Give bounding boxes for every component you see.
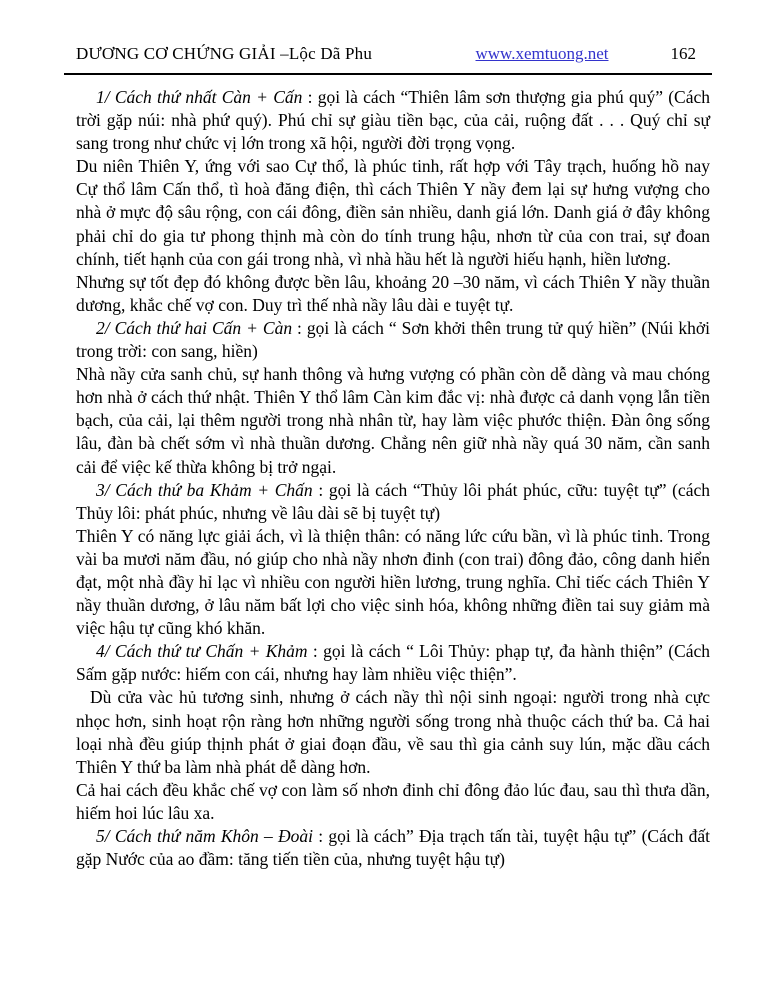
page-header xyxy=(76,44,710,64)
document-title: DƯƠNG CƠ CHỨNG GIẢI –Lộc Dã Phu xyxy=(76,44,373,63)
section-heading-lead: 3/ Cách thứ ba Khảm + Chấn xyxy=(96,479,313,500)
paragraph-section-1 xyxy=(76,86,710,155)
paragraph xyxy=(76,271,710,317)
paragraph-text: Dù cửa vàc hủ tương sinh, nhưng ở cách nầy thì nội sinh ngoại: người trong nhà cực nhọc hơn, sinh hoạt rộn ràng hơn những người sống trong nhà thuộc cách thứ ba. Cả hai loại nhà đều giúp thịnh phát ở giai đoạn đầu, về sau thì gia cảnh suy lún, mặc dầu cách Thiên Y thứ ba làm nhà phát dễ dàng hơn. xyxy=(76,687,710,777)
page-number: 162 xyxy=(670,44,696,63)
paragraph-text: : gọi là cách “ Lôi Thủy: phạp tự, đa hành thiện” (Cách Sấm gặp nước: hiếm con cái, nhưng hay làm nhiều việc thiện”. xyxy=(76,641,710,685)
paragraph-text: : gọi là cách “Thủy lôi phát phúc, cữu: tuyệt tự” (cách Thủy lôi: phát phúc, nhưng về lâu dài sẽ bị tuyệt tự) xyxy=(76,479,710,523)
paragraph-text: : gọi là cách “ Sơn khởi thên trung tử quý hiền” (Núi khởi trong trời: con sang, hiền) xyxy=(76,317,710,362)
paragraph-section-5 xyxy=(76,825,710,871)
paragraph-section-2 xyxy=(76,317,710,363)
paragraph xyxy=(76,155,710,270)
header-rule xyxy=(64,73,712,75)
website-link[interactable]: www.xemtuong.net xyxy=(475,44,609,63)
paragraph xyxy=(76,686,710,778)
paragraph-text: : gọi là cách” Địa trạch tấn tài, tuyệt hậu tự” (Cách đất gặp Nước của ao đầm: tăng tiến tiền của, nhưng tuyệt hậu tự) xyxy=(76,826,710,870)
paragraph xyxy=(76,363,710,478)
paragraph-text: Nhà nầy cửa sanh chủ, sự hanh thông và hưng vượng có phần còn dễ dàng và mau chóng hơn nhà ở cách thứ nhật. Thiên Y thổ lâm Càn kim đắc vị: nhà được cả danh vọng lẫn tiền bạch, của cải, lại thêm người trong nhà nhân từ, hay làm việc phước thiện. Đàn ông sống lâu, đàn bà chết sớm vì nhà thuần dương. Chẳng nên giữ nhà nầy quá 30 năm, cần sanh cải để việc kế thừa không bị trở ngại. xyxy=(76,364,710,477)
paragraph-section-3 xyxy=(76,479,710,525)
paragraph-text: : gọi là cách “Thiên lâm sơn thượng gia phú quý” (Cách trời gặp núi: nhà phứ quý). Phú chỉ sự giàu tiền bạc, của cải, ruộng đất . . . Quý chỉ sự sang trong như chức vị lớn trong xã hội, người đời trọng vọng. xyxy=(76,87,710,154)
paragraph-text: Nhưng sự tốt đẹp đó không được bền lâu, khoảng 20 –30 năm, vì cách Thiên Y nầy thuần dương, khắc chế vợ con. Duy trì thế nhà nầy lâu dài e tuyệt tự. xyxy=(76,271,710,315)
paragraph-text: Cả hai cách đều khắc chế vợ con làm số nhơn đinh chỉ đông đảo lúc đau, sau thì thưa dần, hiếm hoi lúc lâu xa. xyxy=(76,779,710,823)
paragraph xyxy=(76,525,710,640)
paragraph-text: Du niên Thiên Y, ứng với sao Cự thổ, là phúc tinh, rất hợp với Tây trạch, huống hồ nay Cự thổ lâm Cấn thổ, tì hoà đăng điện, thì cách Thiên Y nầy đem lại sự hưng vượng cho nhà ở mực độ sâu rộng, con cái đông, điền sản nhiều, danh giá lớn. Danh giá ở đây không phải chỉ do gia tư phong thịnh mà còn do tính trung hậu, nhơn từ của con trai, sự đoan chính, tiết hạnh của con gái trong nhà, vì nhà hầu hết là người hiếu hạnh, hiền lương. xyxy=(76,156,710,269)
paragraph-section-4 xyxy=(76,640,710,686)
section-heading-lead: 4/ Cách thứ tư Chấn + Khảm xyxy=(96,641,308,662)
section-heading-lead: 2/ Cách thứ hai Cấn + Càn xyxy=(96,317,293,338)
document-body xyxy=(76,86,710,871)
section-heading-lead: 1/ Cách thứ nhất Càn + Cấn xyxy=(96,87,303,107)
paragraph xyxy=(76,779,710,825)
section-heading-lead: 5/ Cách thứ năm Khôn – Đoài xyxy=(96,826,314,846)
paragraph-text: Thiên Y có năng lực giải ách, vì là thiện thân: có năng lức cứu bần, vì là phúc tinh. Trong vài ba mươi năm đầu, nó giúp cho nhà nầy nhơn đinh (con trai) đông đảo, công danh hiển đạt, một nhà đầy hỉ lạc vì nhiều con người hiền lương, trung nghĩa. Chỉ tiếc cách Thiên Y nầy thuần dương, ở lâu năm bất lợi cho việc sinh hóa, không những điền tai suy giảm mà việc hậu tự cũng khó khăn. xyxy=(76,525,710,639)
